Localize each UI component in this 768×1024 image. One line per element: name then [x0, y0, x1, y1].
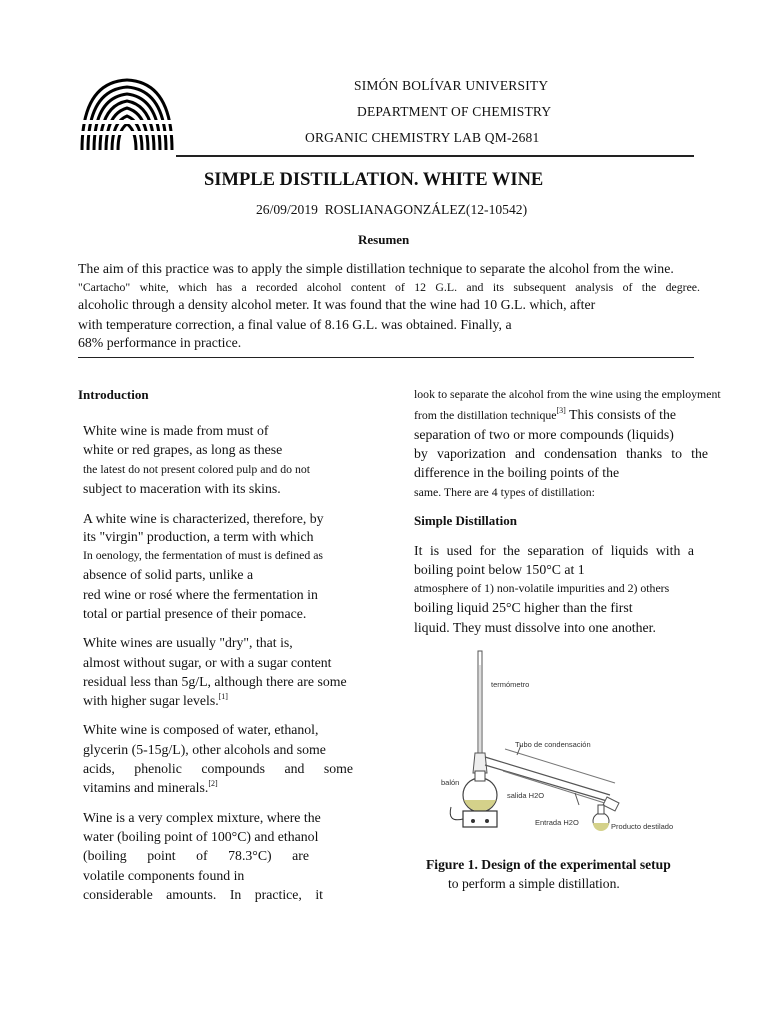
- text-line: its "virgin" production, a term with which: [83, 529, 314, 544]
- department-name: DEPARTMENT OF CHEMISTRY: [357, 104, 552, 119]
- abstract-line: "Cartacho" white, which has a recorded alcohol content of 12 G.L. and its subsequent analysis of the degree.: [78, 280, 700, 294]
- text-line: glycerin (5-15g/L), other alcohols and some: [83, 742, 326, 757]
- text-line: [83, 691, 228, 710]
- abstract-line: 68% performance in practice.: [78, 335, 242, 350]
- text-line: White wines are usually "dry", that is,: [83, 635, 293, 650]
- text-line: White wine is made from must of: [83, 423, 269, 438]
- text-line: almost without sugar, or with a sugar content: [83, 655, 332, 670]
- text-line: liquid. They must dissolve into one another.: [414, 620, 656, 635]
- text-line: In oenology, the fermentation of must is defined as: [83, 548, 324, 562]
- abstract-heading: Resumen: [358, 232, 410, 247]
- text-line: by vaporization and condensation thanks to the: [414, 446, 708, 461]
- text-line: atmosphere of 1) non-volatile impurities and 2) others: [414, 581, 670, 595]
- text-span: from the distillation technique: [414, 408, 557, 422]
- text-line: [414, 405, 676, 425]
- text-span: with higher sugar levels.: [83, 693, 219, 708]
- text-line: white or red grapes, as long as these: [83, 442, 283, 457]
- text-line: [83, 778, 218, 797]
- figure-caption-text: to perform a simple distillation.: [448, 876, 620, 891]
- abstract-line: alcoholic through a density alcohol meter. It was found that the wine had 10 G.L. which, after: [78, 297, 596, 312]
- text-span: vitamins and minerals.: [83, 780, 209, 795]
- figure-caption-title: Figure 1. Design of the experimental setup: [426, 857, 671, 872]
- text-line: water (boiling point of 100°C) and ethanol: [83, 829, 319, 844]
- label-thermometer: termómetro: [491, 680, 530, 689]
- abstract-line: The aim of this practice was to apply the simple distillation technique to separate the alcohol from the wine.: [78, 261, 674, 276]
- distillation-apparatus-figure: [425, 645, 705, 845]
- abstract-rule: [78, 357, 694, 358]
- text-line: acids, phenolic compounds and some: [83, 761, 353, 776]
- abstract-line: with temperature correction, a final value of 8.16 G.L. was obtained. Finally, a: [78, 317, 512, 332]
- text-line: absence of solid parts, unlike a: [83, 567, 254, 582]
- text-line: boiling point below 150°C at 1: [414, 562, 585, 577]
- page-title: SIMPLE DISTILLATION. WHITE WINE: [204, 170, 544, 190]
- text-line: boiling liquid 25°C higher than the first: [414, 600, 633, 615]
- label-water-in: Entrada H2O: [535, 818, 579, 827]
- text-line: same. There are 4 types of distillation:: [414, 485, 595, 499]
- text-line: subject to maceration with its skins.: [83, 481, 281, 496]
- text-line: residual less than 5g/L, although there are some: [83, 674, 347, 689]
- citation-ref: [2]: [208, 779, 218, 788]
- citation-ref: [1]: [218, 692, 228, 701]
- label-water-out: salida H2O: [507, 791, 545, 800]
- text-line: It is used for the separation of liquids with a: [414, 543, 694, 558]
- label-flask: balón: [441, 778, 460, 787]
- header-rule: [176, 155, 694, 157]
- text-line: (boiling point of 78.3°C) are: [83, 848, 309, 863]
- hot-plate: [463, 811, 497, 827]
- citation-ref: [3]: [556, 406, 566, 415]
- simple-distillation-heading: Simple Distillation: [414, 513, 517, 528]
- text-line: separation of two or more compounds (liquids): [414, 427, 674, 442]
- text-line: difference in the boiling points of the: [414, 465, 620, 480]
- text-line: A white wine is characterized, therefore, by: [83, 511, 324, 526]
- introduction-heading: Introduction: [78, 387, 149, 402]
- text-line: the latest do not present colored pulp and do not: [83, 462, 311, 476]
- text-line: Wine is a very complex mixture, where the: [83, 810, 321, 825]
- university-name: SIMÓN BOLÍVAR UNIVERSITY: [354, 78, 549, 93]
- label-product: Producto destilado: [611, 822, 674, 831]
- lab-name: ORGANIC CHEMISTRY LAB QM-2681: [305, 130, 540, 145]
- condenser-tube: [485, 745, 615, 805]
- text-span: This consists of the: [565, 407, 676, 422]
- text-line: total or partial presence of their pomace.: [83, 606, 307, 621]
- text-line: considerable amounts. In practice, it: [83, 887, 323, 902]
- byline: 26/09/2019 ROSLIANAGONZÁLEZ(12-10542): [256, 202, 528, 217]
- text-line: look to separate the alcohol from the wine using the employment: [414, 387, 721, 401]
- label-condenser: Tubo de condensación: [515, 740, 591, 749]
- text-line: red wine or rosé where the fermentation in: [83, 587, 318, 602]
- university-logo: [78, 76, 176, 154]
- text-line: volatile components found in: [83, 868, 245, 883]
- text-line: White wine is composed of water, ethanol,: [83, 722, 319, 737]
